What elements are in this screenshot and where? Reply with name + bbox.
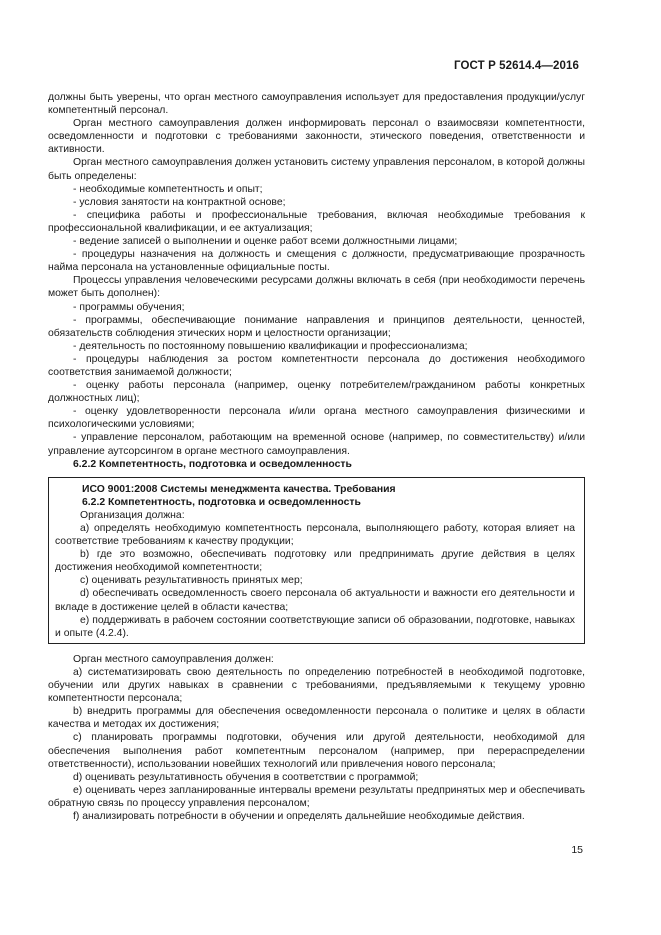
paragraph: Орган местного самоуправления должен установить систему управления персоналом, в которой должны быть определены: [48,157,585,182]
iso-quote-box [48,477,585,644]
list-item: - процедуры наблюдения за ростом компетентности персонала до достижения необходимого соответствия занимаемой должности; [48,353,585,378]
box-item: e) поддерживать в рабочем состоянии соответствующие записи об образовании, подготовке, навыках и опыте (4.2.4). [55,614,575,639]
list-item: e) оценивать через запланированные интервалы времени результаты предпринятых мер и обеспечивать обратную связь по процессу управления персоналом; [48,784,585,809]
list-item: - ведение записей о выполнении и оценке работ всеми должностными лицами; [73,236,458,248]
document-code: ГОСТ Р 52614.4—2016 [454,60,579,72]
list-item: - деятельность по постоянному повышению квалификации и профессионализма; [73,340,468,352]
list-item: d) оценивать результативность обучения в соответствии с программой; [73,771,419,783]
list-item: b) внедрить программы для обеспечения осведомленности персонала о политике и целях в области качества и методах их достижения; [48,706,585,731]
box-item: d) обеспечивать осведомленность своего персонала об актуальности и важности его деятельности и вкладе в достижение целей в области качества; [55,588,575,613]
paragraph: Орган местного самоуправления должен: [73,653,274,665]
list-item: - необходимые компетентность и опыт; [73,183,263,195]
list-item: - программы обучения; [73,301,185,313]
list-item: a) систематизировать свою деятельность по определению потребностей в необходимой подготовке, обучении или других навыках в сравнении с требованиями, предъявляемыми к текущему уровню компетентности персонала; [48,666,585,705]
paragraph: Процессы управления человеческими ресурсами должны включать в себя (при необходимости перечень может быть дополнен): [48,275,585,300]
list-item: - управление персоналом, работающим на временной основе (например, по совместительству) и/или управление аутсорсингом в органе местного самоуправления. [48,432,585,457]
list-item: - специфика работы и профессиональные требования, включая необходимые требования к профессиональной квалификации, и ее актуализация; [48,209,585,234]
box-item: c) оценивать результативность принятых мер; [80,575,303,587]
list-item: - оценку удовлетворенности персонала и/или органа местного самоуправления физическими и психологическими условиями; [48,406,585,431]
paragraph: Орган местного самоуправления должен информировать персонал о взаимосвязи компетентности, осведомленности и подготовки с требованиями законности, этического поведения, ответственности и активности. [48,118,585,156]
list-item: - процедуры назначения на должность и смещения с должности, предусматривающие прозрачность найма персонала на установленные официальные посты. [48,249,585,274]
list-item: f) анализировать потребности в обучении и определять дальнейшие необходимые действия. [73,810,525,822]
section-heading: 6.2.2 Компетентность, подготовка и осведомленность [73,458,352,470]
box-intro: Организация должна: [80,509,185,521]
box-item: b) где это возможно, обеспечивать подготовку или предпринимать другие действия в целях достижения необходимой компетентности; [55,549,575,574]
page-number: 15 [571,844,583,856]
list-item: - программы, обеспечивающие понимание направления и принципов деятельности, ценностей, обязательств соблюдения этических норм и целостности организации; [48,314,585,339]
page-content [48,91,585,823]
box-title: ИСО 9001:2008 Системы менеджмента качества. Требования [82,483,396,495]
paragraph: должны быть уверены, что орган местного самоуправления использует для предоставления продукции/услуг компетентный персонал. [48,92,585,117]
list-item: - оценку работы персонала (например, оценку потребителем/гражданином работы конкретных должностных лиц); [48,380,585,405]
list-item: - условия занятости на контрактной основе; [73,196,286,208]
box-subtitle: 6.2.2 Компетентность, подготовка и осведомленность [82,496,361,508]
list-item: c) планировать программы подготовки, обучения или другой деятельности, необходимой для обеспечения выполнения работ компетентным персоналом (например, при перераспределении ответственности), использовании новейших технологий или привлечения нового персонала; [48,732,585,770]
box-item: a) определять необходимую компетентность персонала, выполняющего работу, которая влияет на соответствие требованиям к качеству продукции; [55,523,575,548]
